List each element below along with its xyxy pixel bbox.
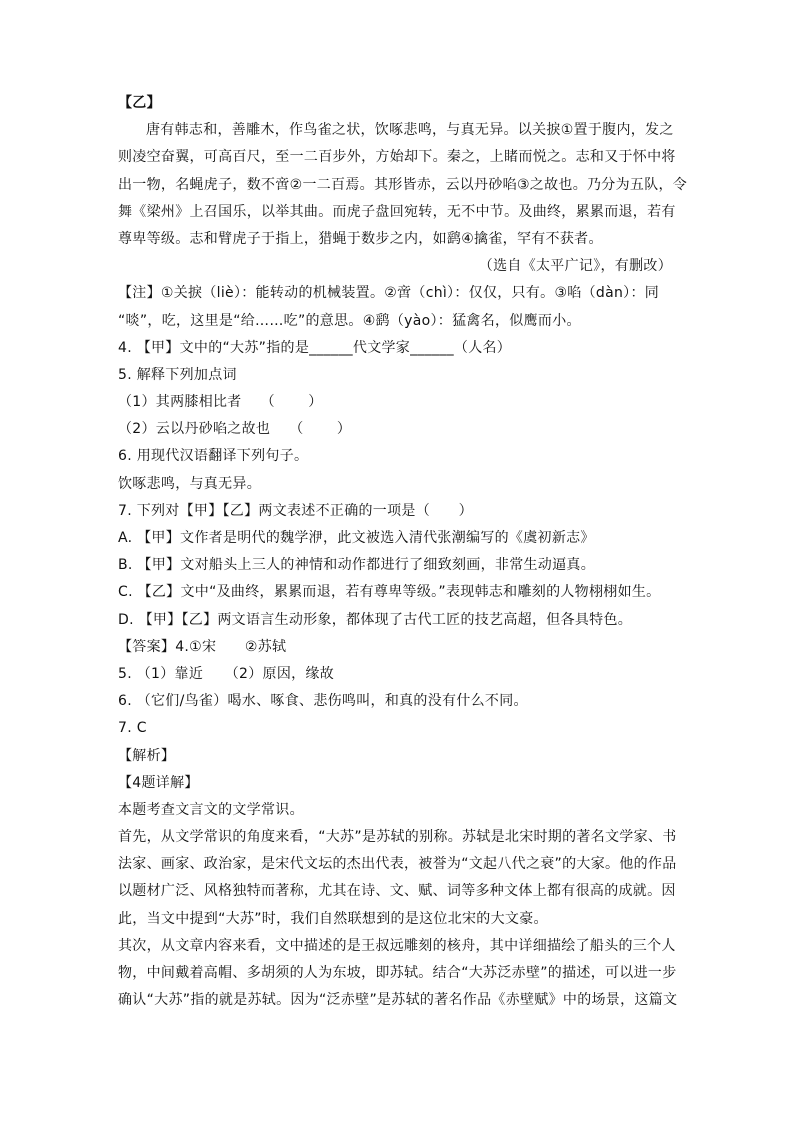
answer-6: 6. （它们/鸟雀）喝水、啄食、悲伤鸣叫，和真的没有什么不同。 xyxy=(118,693,528,710)
document-page xyxy=(118,90,688,1014)
detail-heading-4: 【4题详解】 xyxy=(118,774,199,791)
answer-5: 5. （1）靠近 （2）原因，缘故 xyxy=(118,665,335,682)
question-4: 4. 【甲】文中的“大苏”指的是______代文学家______（人名） xyxy=(118,339,512,356)
analysis-line-4: 以题材广泛、风格独特而著称，尤其在诗、文、赋、词等多种文体上都有很高的成就。因 xyxy=(118,883,676,900)
analysis-line-6: 其次，从文章内容来看，文中描述的是王叔远雕刻的核舟，其中详细描绘了船头的三个人 xyxy=(118,937,676,954)
passage-source: （选自《太平广记》，有删改） xyxy=(478,258,672,275)
passage-line-1: 唐有韩志和，善雕木，作鸟雀之状，饮啄悲鸣，与真无异。以关捩①置于腹内，发之 xyxy=(146,122,674,139)
analysis-heading: 【解析】 xyxy=(118,747,176,764)
question-7-option-a: A. 【甲】文作者是明代的魏学洢，此文被选入清代张潮编写的《虞初新志》 xyxy=(118,530,595,546)
notes-line-1: 【注】①关捩（liè）：能转动的机械装置。②啻（chì）：仅仅，只有。③啗（dàn）：同 xyxy=(118,285,660,302)
analysis-line-3: 法家、画家、政治家，是宋代文坛的杰出代表，被誉为“文起八代之衰”的大家。他的作品 xyxy=(118,856,677,873)
passage-line-3: 出一物，名蝇虎子，数不啻②一二百焉。其形皆赤，云以丹砂啗③之故也。乃分为五队，令 xyxy=(118,176,688,193)
question-5: 5. 解释下列加点词 xyxy=(118,366,237,383)
analysis-line-7: 物，中间戴着高帽、多胡须的人为东坡，即苏轼。结合“大苏泛赤壁”的描述，可以进一步 xyxy=(118,965,677,981)
section-heading-yi: 【乙】 xyxy=(118,95,161,111)
question-5-item-2: （2）云以丹砂啗之故也 （ ） xyxy=(118,421,352,438)
analysis-line-2: 首先，从文学常识的角度来看，“大苏”是苏轼的别称。苏轼是北宋时期的著名文学家、书 xyxy=(118,829,677,846)
analysis-line-5: 此，当文中提到“大苏”时，我们自然联想到的是这位北宋的大文豪。 xyxy=(118,910,548,927)
analysis-line-1: 本题考查文言文的文学常识。 xyxy=(118,801,304,818)
analysis-line-8: 确认“大苏”指的就是苏轼。因为“泛赤壁”是苏轼的著名作品《赤壁赋》中的场景，这篇文 xyxy=(118,992,678,1009)
answer-4: 【答案】4.①宋 ②苏轼 xyxy=(118,638,287,655)
passage-line-2: 则凌空奋翼，可高百尺，至一二百步外，方始却下。秦之，上睹而悦之。志和又于怀中将 xyxy=(118,149,676,166)
question-5-item-1: （1）其两膝相比者 （ ） xyxy=(118,394,323,411)
notes-line-2: “啖”，吃，这里是“给……吃”的意思。④鹞（yào）：猛禽名，似鹰而小。 xyxy=(118,312,581,329)
question-7: 7. 下列对【甲】【乙】两文表述不正确的一项是（ ） xyxy=(118,502,473,519)
answer-7: 7. C xyxy=(118,720,147,737)
passage-line-4: 舞《梁州》上召国乐，以举其曲。而虎子盘回宛转，无不中节。及曲终，累累而退，若有 xyxy=(118,203,676,220)
question-7-option-d: D. 【甲】【乙】两文语言生动形象，都体现了古代工匠的技艺高超，但各具特色。 xyxy=(118,611,633,628)
question-6-sentence: 饮啄悲鸣，与真无异。 xyxy=(118,475,261,492)
question-7-option-b: B. 【甲】文对船头上三人的神情和动作都进行了细致刻画，非常生动逼真。 xyxy=(118,557,596,574)
passage-line-5: 尊卑等级。志和臂虎子于指上，猎蝇于数步之内，如鹞④擒雀，罕有不获者。 xyxy=(118,230,603,247)
question-6: 6. 用现代汉语翻译下列句子。 xyxy=(118,448,309,465)
question-7-option-c: C. 【乙】文中“及曲终，累累而退，若有尊卑等级。”表现韩志和雕刻的人物栩栩如生。 xyxy=(118,584,661,601)
